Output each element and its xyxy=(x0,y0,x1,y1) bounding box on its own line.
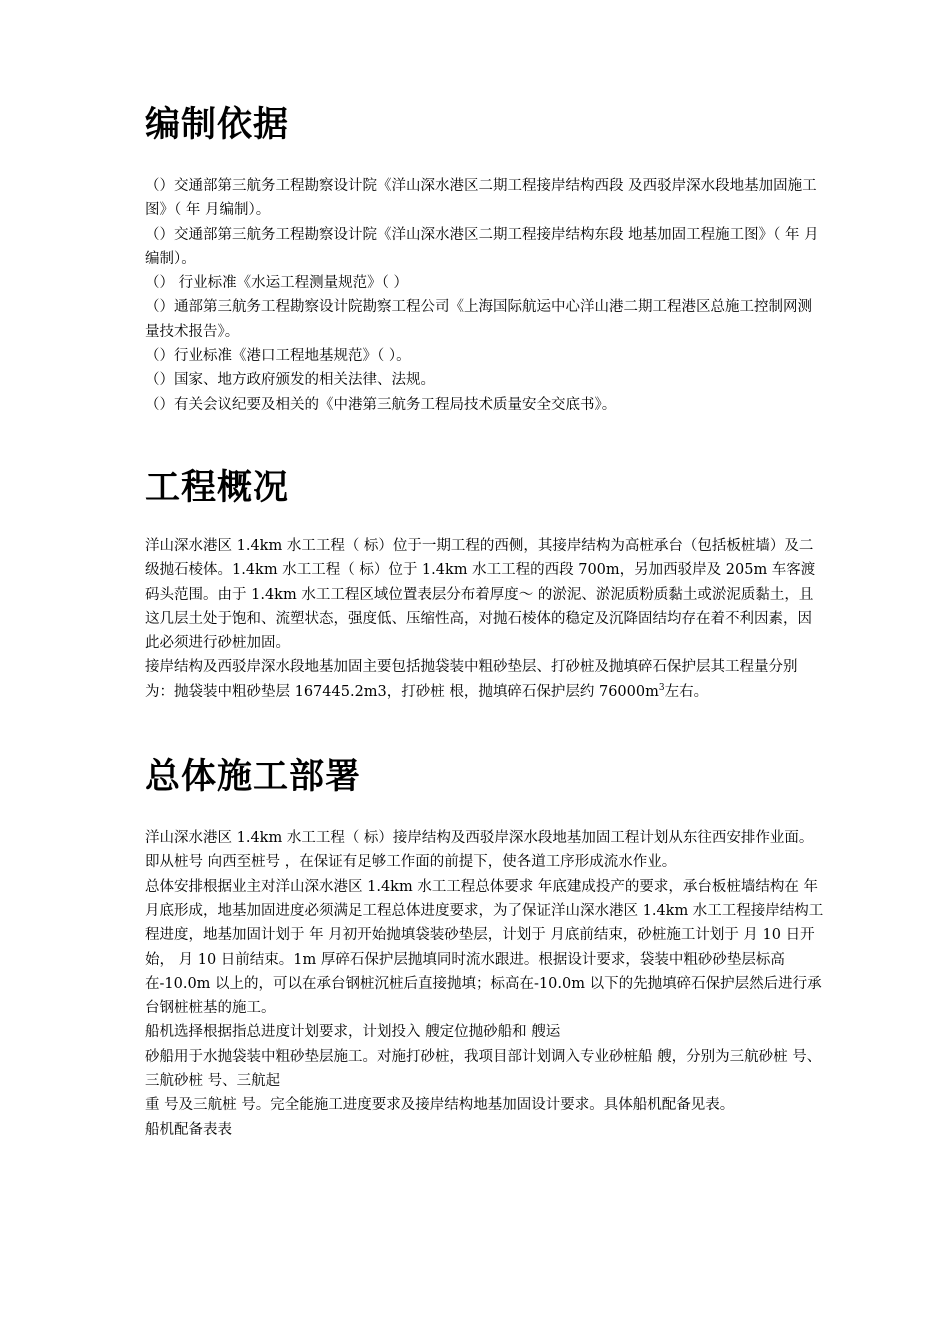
deployment-paragraph-2: 总体安排根据业主对洋山深水港区 1.4km 水工工程总体要求 年底建成投产的要求，承台板桩墙结构在 年 月底形成，地基加固进度必须满足工程总体进度要求，为了保证洋山深水港区 1.4km 水工工程接岸结构工程进度，地基加固计划于 年 月初开始抛填袋装砂垫层，计划于 月底前结束，砂桩施工计划于 月 10 日开始， 月 10 日前结束。1m 厚碎石保护层抛填同时流水跟进。根据设计要求，袋装中粗砂砂垫层标高在-10.0m 以上的，可以在承台钢桩沉桩后直接抛填；标高在-10.0m 以下的先抛填碎石保护层然后进行承台钢桩桩基的施工。 xyxy=(145,878,824,1017)
overview-quantities-text: 接岸结构及西驳岸深水段地基加固主要包括抛袋装中粗砂垫层、打砂桩及抛填碎石保护层其工程量分别为：抛袋装中粗砂垫层 167445.2m3，打砂桩 根，抛填碎石保护层约 76000m xyxy=(145,659,798,700)
basis-item-3: （） 行业标准《水运工程测量规范》（ ） xyxy=(145,275,408,292)
section-title-overview: 工程概况 xyxy=(145,467,290,508)
section-title-deployment: 总体施工部署 xyxy=(145,757,362,798)
section-title-basis: 编制依据 xyxy=(145,105,290,145)
unit-superscript: 3 xyxy=(658,682,665,693)
deployment-paragraph-3: 船机选择根据指总进度计划要求，计划投入 艘定位抛砂船和 艘运 xyxy=(145,1024,561,1041)
overview-quantities-tail: 左右。 xyxy=(664,683,709,700)
basis-item-2: （）交通部第三航务工程勘察设计院《洋山深水港区二期工程接岸结构东段 地基加固工程施工图》（ 年 月编制）。 xyxy=(145,226,819,267)
basis-item-7: （）有关会议纪要及相关的《中港第三航务工程局技术质量安全交底书》。 xyxy=(145,396,617,413)
deployment-paragraph-4: 砂船用于水抛袋装中粗砂垫层施工。对施打砂桩，我项目部计划调入专业砂桩船 艘，分别为三航砂桩 号、三航砂桩 号、三航起 xyxy=(145,1048,822,1090)
basis-list xyxy=(145,174,825,417)
deployment-table-caption: 船机配备表表 xyxy=(145,1121,232,1138)
deployment-paragraph-1: 洋山深水港区 1.4km 水工工程（ 标）接岸结构及西驳岸深水段地基加固工程计划从东往西安排作业面。即从桩号 向西至桩号 ，在保证有足够工作面的前提下，使各道工序形成流水作业。 xyxy=(145,830,814,871)
basis-item-1: （）交通部第三航务工程勘察设计院《洋山深水港区二期工程接岸结构西段 及西驳岸深水段地基加固施工图》（ 年 月编制）。 xyxy=(145,178,817,219)
overview-paragraph-1: 洋山深水港区 1.4km 水工工程（ 标）位于一期工程的西侧，其接岸结构为高桩承台（包括板桩墙）及二级抛石棱体。1.4km 水工工程（ 标）位于 1.4km 水工工程的西段 700m，另加西驳岸及 205m 车客渡码头范围。由于 1.4km 水工工程区域位置表层分布着厚度～ 的淤泥、淤泥质粉质黏土或淤泥质黏土，且这几层土处于饱和、流塑状态，强度低、压缩性高，对抛石棱体的稳定及沉降固结均存在着不利因素，因此必须进行砂桩加固。 xyxy=(145,537,816,652)
basis-item-6: （）国家、地方政府颁发的相关法律、法规。 xyxy=(145,372,435,389)
overview-paragraph-2 xyxy=(145,655,825,704)
basis-item-4: （）通部第三航务工程勘察设计院勘察工程公司《上海国际航运中心洋山港二期工程港区总施工控制网测量技术报告》。 xyxy=(145,299,812,340)
basis-item-5: （）行业标准《港口工程地基规范》（ ）。 xyxy=(145,348,411,365)
deployment-paragraph-5: 重 号及三航桩 号。完全能施工进度要求及接岸结构地基加固设计要求。具体船机配备见表。 xyxy=(145,1097,735,1114)
document-page xyxy=(145,0,825,1142)
